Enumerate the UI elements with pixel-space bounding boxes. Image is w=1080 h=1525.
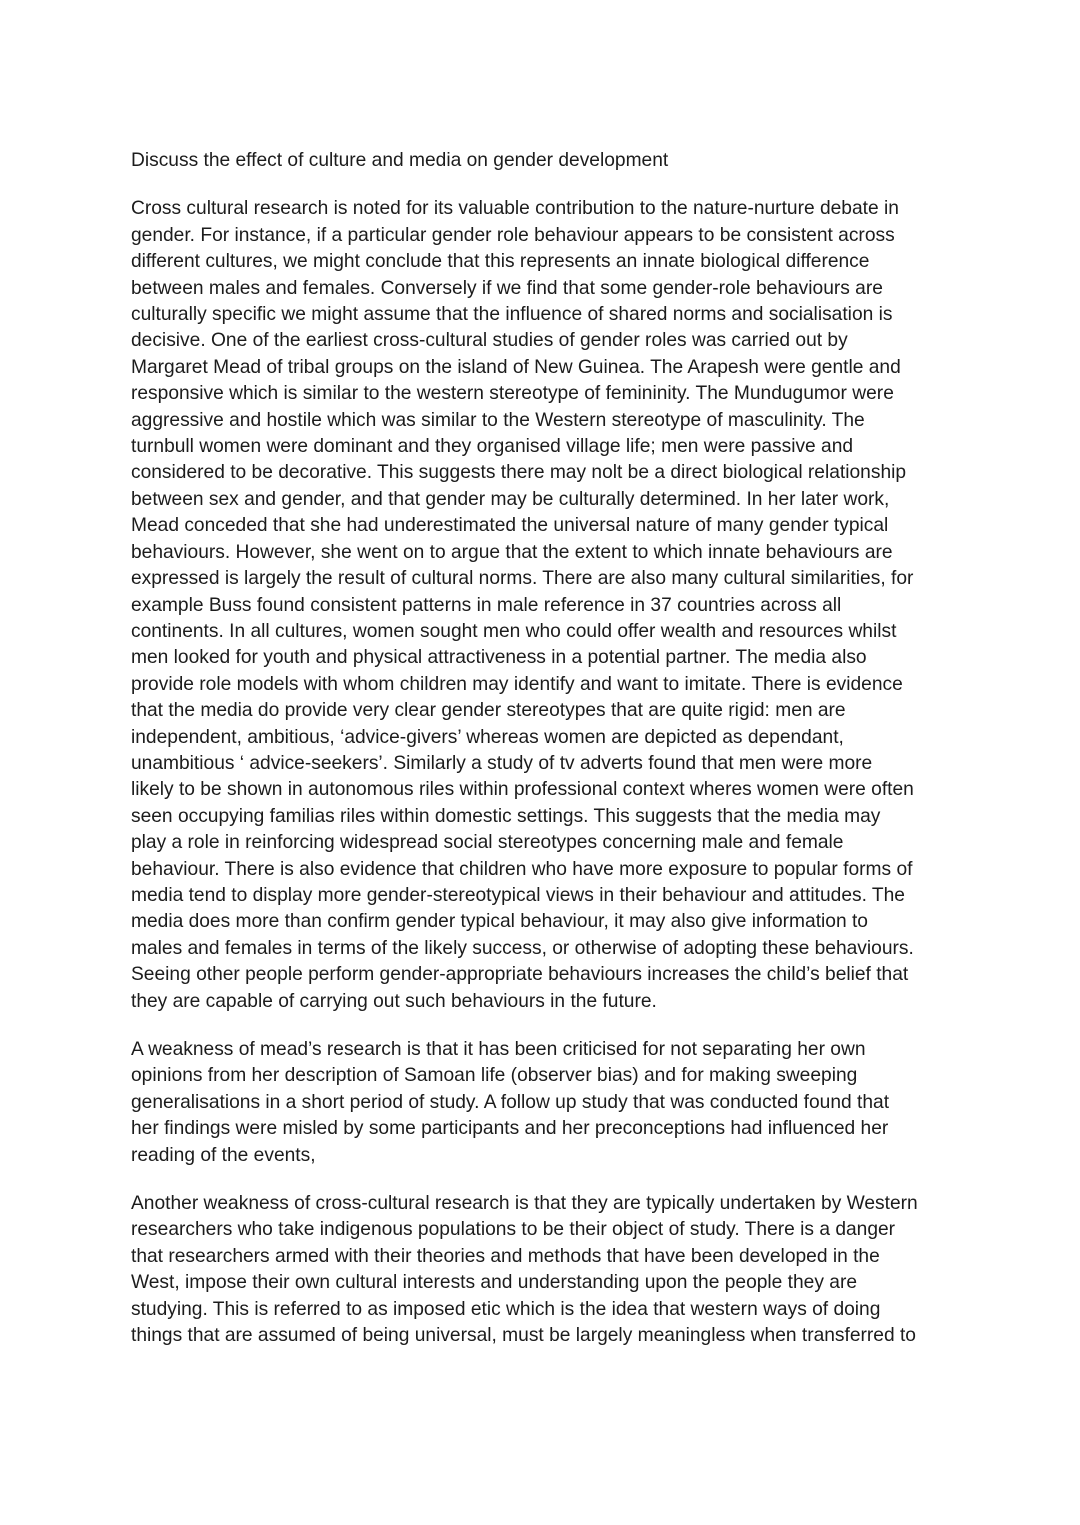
text-line: considered to be decorative. This suggests there may nolt be a direct biological relationship	[131, 462, 907, 484]
text-line: that researchers armed with their theories and methods that have been developed in the	[131, 1245, 880, 1267]
text-line: generalisations in a short period of study. A follow up study that was conducted found that	[131, 1091, 890, 1113]
text-line: reading of the events,	[131, 1144, 316, 1166]
text-line: between sex and gender, and that gender may be culturally determined. In her later work,	[131, 488, 890, 510]
text-line: between males and females. Conversely if we find that some gender-role behaviours are	[131, 277, 883, 299]
paragraph	[131, 196, 951, 1015]
text-line: they are capable of carrying out such behaviours in the future.	[131, 990, 657, 1012]
text-line: men looked for youth and physical attractiveness in a potential partner. The media also	[131, 647, 867, 669]
paragraph	[131, 1037, 951, 1169]
text-line: males and females in terms of the likely success, or otherwise of adopting these behaviours.	[131, 937, 914, 959]
text-line: example Buss found consistent patterns in male reference in 37 countries across all	[131, 594, 842, 616]
text-line: seen occupying familias riles within domestic settings. This suggests that the media may	[131, 805, 881, 827]
text-line: gender. For instance, if a particular gender role behaviour appears to be consistent across	[131, 224, 895, 246]
text-line: likely to be shown in autonomous riles within professional context wheres women were often	[131, 779, 914, 801]
text-line: unambitious ‘ advice-seekers’. Similarly a study of tv adverts found that men were more	[131, 752, 873, 774]
text-line: culturally specific we might assume that the influence of shared norms and socialisation is	[131, 304, 893, 326]
text-line: Margaret Mead of tribal groups on the island of New Guinea. The Arapesh were gentle and	[131, 356, 901, 378]
text-line: Mead conceded that she had underestimated the universal nature of many gender typical	[131, 515, 889, 537]
text-line: A weakness of mead’s research is that it has been criticised for not separating her own	[131, 1039, 866, 1060]
text-line: decisive. One of the earliest cross-cultural studies of gender roles was carried out by	[131, 330, 848, 352]
text-line: play a role in reinforcing widespread social stereotypes concerning male and female	[131, 832, 844, 854]
text-line: things that are assumed of being universal, must be largely meaningless when transferred to	[131, 1325, 916, 1347]
text-line: her findings were misled by some participants and her preconceptions had influenced her	[131, 1118, 889, 1140]
document-page	[131, 148, 951, 1371]
text-line: independent, ambitious, ‘advice-givers’ whereas women are depicted as dependant,	[131, 726, 844, 748]
text-line: turnbull women were dominant and they organised village life; men were passive and	[131, 436, 854, 458]
text-line: provide role models with whom children may identify and want to imitate. There is evidence	[131, 673, 903, 695]
text-line: opinions from her description of Samoan life (observer bias) and for making sweeping	[131, 1065, 858, 1087]
text-line: Seeing other people perform gender-appropriate behaviours increases the child’s belief that	[131, 964, 909, 986]
text-line: continents. In all cultures, women sought men who could offer wealth and resources whilst	[131, 620, 897, 642]
document-title: Discuss the effect of culture and media on gender development	[131, 150, 669, 171]
text-line: different cultures, we might conclude that this represents an innate biological difference	[131, 251, 870, 273]
document-body	[131, 196, 951, 1349]
text-line: behaviours. However, she went on to argue that the extent to which innate behaviours are	[131, 541, 893, 563]
text-line: studying. This is referred to as imposed etic which is the idea that western ways of doing	[131, 1298, 881, 1320]
text-line: Cross cultural research is noted for its valuable contribution to the nature-nurture debate in	[131, 198, 899, 220]
text-line: researchers who take indigenous populations to be their object of study. There is a danger	[131, 1219, 896, 1241]
text-line: expressed is largely the result of cultural norms. There are also many cultural similarities, for	[131, 568, 914, 590]
text-line: behaviour. There is also evidence that children who have more exposure to popular forms of	[131, 858, 913, 880]
text-line: aggressive and hostile which was similar to the Western stereotype of masculinity. The	[131, 409, 865, 431]
text-line: media does more than confirm gender typical behaviour, it may also give information to	[131, 911, 868, 933]
text-line: responsive which is similar to the western stereotype of femininity. The Mundugumor were	[131, 383, 894, 405]
text-line: that the media do provide very clear gender stereotypes that are quite rigid: men are	[131, 700, 846, 722]
text-line: Another weakness of cross-cultural research is that they are typically undertaken by Western	[131, 1193, 918, 1215]
text-line: West, impose their own cultural interests and understanding upon the people they are	[131, 1272, 858, 1294]
text-line: media tend to display more gender-stereotypical views in their behaviour and attitudes. The	[131, 884, 905, 906]
paragraph	[131, 1191, 951, 1349]
